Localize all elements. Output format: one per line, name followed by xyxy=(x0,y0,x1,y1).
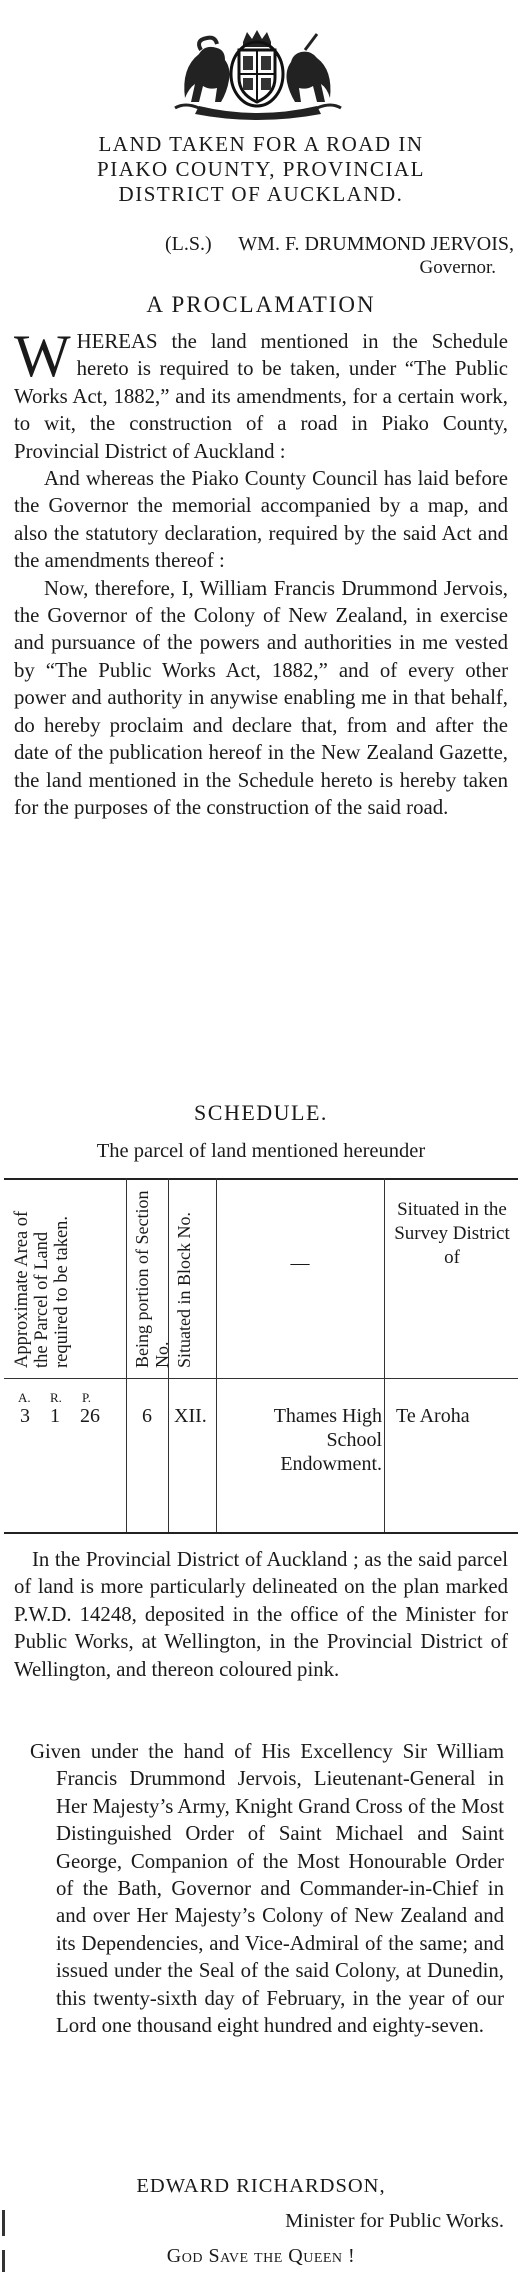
provincial-district-note xyxy=(14,1546,508,1683)
unit-perches: P. xyxy=(82,1390,92,1405)
value-roods: 1 xyxy=(50,1405,60,1427)
closing-salutation: God Save the Queen ! xyxy=(166,2245,356,2267)
governor-name: WM. F. DRUMMOND JERVOIS, xyxy=(238,233,514,255)
minister-name: EDWARD RICHARDSON, xyxy=(136,2175,386,2197)
paragraph-whereas-text: HEREAS the land mentioned in the Schedule hereto is required to be taken, under “The Public Works Act, 1882,” and its amendments, for a certain work, to wit, the construction of a road in Piako County, Provincial District of Auckland : xyxy=(14,330,508,463)
header-dash: — xyxy=(290,1253,310,1274)
seal-mark: (L.S.) xyxy=(164,233,212,255)
header-area: Approximate Area of the Parcel of Land required to be taken. xyxy=(12,1210,72,1368)
table-header-rule xyxy=(4,1378,518,1379)
provincial-district-text: In the Provincial District of Auckland ; as the said parcel of land is more particularly delineated on the plan marked P.W.D. 14248, deposited in the office of the Minister for Public Works, at Wellington, in the Provincial District of Wellington, and thereon coloured pink. xyxy=(14,1548,508,1681)
value-district: Te Aroha xyxy=(396,1405,470,1427)
governor-role: Governor. xyxy=(419,257,496,278)
schedule-title: SCHEDULE. xyxy=(194,1100,328,1125)
column-divider xyxy=(384,1178,385,1532)
paragraph-and-whereas: And whereas the Piako County Council has laid before the Governor the memorial accompanied by a map, and also the statutory declaration, required by the said Act and the amendments thereof : xyxy=(14,467,508,573)
paragraph-whereas xyxy=(14,323,508,465)
drop-cap: W xyxy=(14,323,71,389)
header-district: Situated in the Survey District of xyxy=(394,1199,510,1268)
notice-title xyxy=(0,132,522,207)
title-line-1: LAND TAKEN FOR A ROAD IN xyxy=(98,132,424,156)
header-block: Situated in Block No. xyxy=(174,1212,194,1368)
table-bottom-rule xyxy=(4,1532,518,1534)
unit-roods: R. xyxy=(50,1390,62,1405)
value-perches: 26 xyxy=(80,1405,100,1427)
value-owner: Thames High School Endowment. xyxy=(273,1405,382,1475)
paragraph-now-therefore: Now, therefore, I, William Francis Drummond Jervois, the Governor of the Colony of New Zealand, in exercise and pursuance of the powers and authorities in me vested by “The Public Works Act, 1882,” and of every other power and authority in anywise enabling me in that behalf, do hereby proclaim and declare that, from and after the date of the publication hereof in the New Zealand Gazette, the land mentioned in the Schedule hereto is hereby taken for the purposes of the construction of the said road. xyxy=(14,576,508,819)
title-line-2: PIAKO COUNTY, PROVINCIAL xyxy=(97,157,425,181)
column-divider xyxy=(126,1178,127,1532)
value-acres: 3 xyxy=(20,1405,30,1427)
title-line-3: DISTRICT OF AUCKLAND. xyxy=(118,182,404,206)
table-top-rule xyxy=(4,1178,518,1180)
proclamation-heading: A PROCLAMATION xyxy=(146,292,376,317)
unit-acres: A. xyxy=(18,1390,31,1405)
value-block: XII. xyxy=(174,1405,207,1427)
left-margin-mark xyxy=(2,2250,5,2272)
minister-role: Minister for Public Works. xyxy=(285,2210,504,2232)
value-section: 6 xyxy=(142,1405,152,1427)
header-section: Being portion of Section No. xyxy=(132,1190,172,1368)
given-text: Given under the hand of His Excellency Sir William Francis Drummond Jervois, Lieutenant-General in Her Majesty’s Army, Knight Grand Cross of the Most Distinguished Order of Saint Michael and Saint George, Companion of the Most Honourable Order of the Bath, Governor and Commander-in-Chief in and over Her Majesty’s Colony of New Zealand and its Dependencies, and Vice-Admiral of the same; and issued under the Seal of the said Colony, at Dunedin, this twenty-sixth day of February, in the year of our Lord one thousand eight hundred and eighty-seven. xyxy=(30,1740,504,2038)
royal-coat-of-arms-icon xyxy=(155,28,360,120)
governor-signature xyxy=(165,232,514,280)
column-divider xyxy=(216,1178,217,1532)
given-under-hand xyxy=(30,1738,504,2039)
schedule-intro: The parcel of land mentioned hereunder xyxy=(96,1140,426,1162)
left-margin-mark xyxy=(2,2210,5,2236)
proclamation-body xyxy=(14,323,508,821)
